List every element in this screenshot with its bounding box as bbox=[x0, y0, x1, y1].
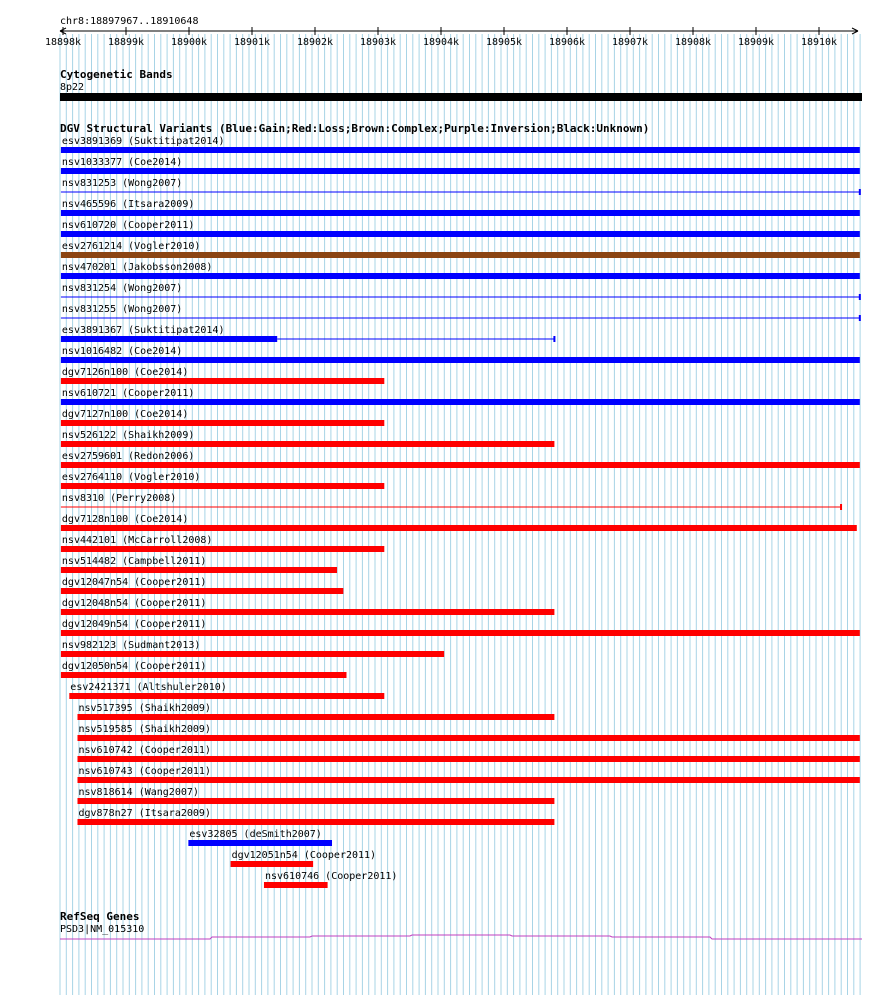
variant-feature[interactable] bbox=[61, 367, 384, 384]
variant-label: nsv610720 (Cooper2011) bbox=[61, 220, 195, 231]
ruler-tick-label: 18906k bbox=[548, 37, 586, 48]
variant-bar bbox=[264, 882, 328, 888]
variant-bar bbox=[77, 735, 859, 741]
variant-bar bbox=[61, 630, 860, 636]
variant-label: nsv1033377 (Coe2014) bbox=[61, 157, 183, 168]
variant-label: nsv465596 (Itsara2009) bbox=[61, 199, 195, 210]
ruler-tick-label: 18901k bbox=[233, 37, 271, 48]
variant-feature[interactable] bbox=[61, 556, 337, 573]
variant-bar bbox=[61, 567, 337, 573]
ruler-tick-label: 18902k bbox=[296, 37, 334, 48]
ruler-tick-label: 18903k bbox=[359, 37, 397, 48]
variant-feature[interactable] bbox=[61, 598, 554, 615]
variant-bar bbox=[61, 588, 343, 594]
variant-label: nsv818614 (Wang2007) bbox=[78, 787, 199, 798]
ruler-tick-label: 18910k bbox=[800, 37, 838, 48]
variant-feature[interactable] bbox=[188, 829, 332, 846]
variant-bar bbox=[61, 651, 444, 657]
variant-label: nsv442101 (McCarroll2008) bbox=[61, 535, 213, 546]
variant-bar bbox=[231, 861, 314, 867]
variant-bar bbox=[77, 777, 859, 783]
variant-feature[interactable] bbox=[61, 409, 384, 426]
variant-bar bbox=[61, 399, 860, 405]
gene-feature-psd3[interactable] bbox=[60, 935, 862, 939]
variant-bar bbox=[69, 693, 384, 699]
variant-label: nsv831254 (Wong2007) bbox=[61, 283, 183, 294]
variant-label: dgv12049n54 (Cooper2011) bbox=[61, 619, 207, 630]
ruler-tick-label: 18904k bbox=[422, 37, 460, 48]
variant-label: nsv8310 (Perry2008) bbox=[61, 493, 177, 504]
variant-bar bbox=[61, 273, 860, 279]
variant-bar bbox=[77, 819, 554, 825]
ruler-tick-label: 18908k bbox=[674, 37, 712, 48]
variant-label: dgv7128n100 (Coe2014) bbox=[61, 514, 189, 525]
variant-label: nsv519585 (Shaikh2009) bbox=[78, 724, 211, 735]
variant-bar bbox=[61, 168, 860, 174]
variant-feature[interactable] bbox=[231, 850, 377, 867]
variant-feature[interactable] bbox=[61, 577, 343, 594]
variant-label: dgv7126n100 (Coe2014) bbox=[61, 367, 189, 378]
variant-bar bbox=[61, 525, 857, 531]
variant-label: nsv610742 (Cooper2011) bbox=[78, 745, 211, 756]
variant-feature[interactable] bbox=[61, 325, 554, 342]
cytoband-track bbox=[60, 68, 862, 101]
variant-label: nsv982123 (Sudmant2013) bbox=[61, 640, 201, 651]
variant-bar bbox=[77, 756, 859, 762]
ruler-ticks bbox=[45, 27, 837, 48]
gene-label: PSD3|NM_015310 bbox=[60, 924, 145, 935]
variant-label: nsv831253 (Wong2007) bbox=[61, 178, 183, 189]
variant-label: nsv526122 (Shaikh2009) bbox=[61, 430, 195, 441]
variant-bar bbox=[61, 252, 860, 258]
variant-label: dgv12048n54 (Cooper2011) bbox=[61, 598, 207, 609]
variant-bar bbox=[61, 441, 554, 447]
gene-track-title: RefSeq Genes bbox=[60, 910, 140, 923]
ruler-tick-label: 18909k bbox=[737, 37, 775, 48]
variant-label: nsv610721 (Cooper2011) bbox=[61, 388, 195, 399]
variant-label: nsv514482 (Campbell2011) bbox=[61, 556, 207, 567]
variant-bar bbox=[61, 546, 384, 552]
variant-feature[interactable] bbox=[77, 766, 859, 783]
variant-label: esv3891369 (Suktitipat2014) bbox=[61, 136, 225, 147]
variant-bar bbox=[61, 210, 860, 216]
variant-feature[interactable] bbox=[61, 472, 384, 489]
gene-track bbox=[60, 910, 862, 939]
variant-feature[interactable] bbox=[77, 808, 554, 825]
variant-label: nsv610743 (Cooper2011) bbox=[78, 766, 211, 777]
variant-label: esv2764110 (Vogler2010) bbox=[61, 472, 201, 483]
variant-feature[interactable] bbox=[77, 703, 554, 720]
variant-bar bbox=[61, 357, 860, 363]
variant-bar bbox=[61, 147, 860, 153]
ruler-tick-label: 18899k bbox=[107, 37, 145, 48]
variant-feature[interactable] bbox=[61, 430, 554, 447]
variant-label: esv2421371 (Altshuler2010) bbox=[70, 682, 227, 693]
variant-bar bbox=[77, 798, 554, 804]
cytoband-bar[interactable] bbox=[60, 93, 862, 101]
cytoband-track-title: Cytogenetic Bands bbox=[60, 68, 173, 81]
variant-feature[interactable] bbox=[61, 535, 384, 552]
variant-bar bbox=[77, 714, 554, 720]
variant-bar bbox=[61, 462, 860, 468]
ruler-tick-label: 18905k bbox=[485, 37, 523, 48]
variant-bar bbox=[61, 336, 277, 342]
variant-label: esv2761214 (Vogler2010) bbox=[61, 241, 201, 252]
variant-bar bbox=[61, 672, 347, 678]
region-label: chr8:18897967..18910648 bbox=[60, 16, 199, 27]
variant-label: nsv470201 (Jakobsson2008) bbox=[61, 262, 213, 273]
variant-bar bbox=[61, 420, 384, 426]
variant-label: esv32805 (deSmith2007) bbox=[189, 829, 322, 840]
variant-label: nsv831255 (Wong2007) bbox=[61, 304, 183, 315]
variant-label: dgv12047n54 (Cooper2011) bbox=[61, 577, 207, 588]
variant-feature[interactable] bbox=[61, 514, 857, 531]
cytoband-label: 8p22 bbox=[60, 82, 85, 93]
variant-feature[interactable] bbox=[61, 640, 444, 657]
variant-label: nsv517395 (Shaikh2009) bbox=[78, 703, 211, 714]
dgv-track-title: DGV Structural Variants (Blue:Gain;Red:Loss;Brown:Complex;Purple:Inversion;Black:Unknown) bbox=[60, 122, 650, 135]
variant-feature[interactable] bbox=[77, 787, 554, 804]
variant-label: nsv1016482 (Coe2014) bbox=[61, 346, 183, 357]
ruler-tick-label: 18898k bbox=[44, 37, 82, 48]
variant-feature[interactable] bbox=[77, 724, 859, 741]
variant-bar bbox=[61, 483, 384, 489]
variant-bar bbox=[61, 378, 384, 384]
variant-label: dgv12050n54 (Cooper2011) bbox=[61, 661, 207, 672]
variant-label: nsv610746 (Cooper2011) bbox=[264, 871, 398, 882]
variant-label: esv3891367 (Suktitipat2014) bbox=[61, 325, 225, 336]
variant-label: dgv7127n100 (Coe2014) bbox=[61, 409, 189, 420]
variant-feature[interactable] bbox=[61, 661, 347, 678]
ruler-tick-label: 18907k bbox=[611, 37, 649, 48]
variant-bar bbox=[188, 840, 332, 846]
variant-bar bbox=[61, 231, 860, 237]
variant-label: dgv878n27 (Itsara2009) bbox=[78, 808, 211, 819]
variant-label: esv2759601 (Redon2006) bbox=[61, 451, 195, 462]
variant-feature[interactable] bbox=[77, 745, 859, 762]
variant-label: dgv12051n54 (Cooper2011) bbox=[231, 850, 377, 861]
variant-bar bbox=[61, 609, 554, 615]
ruler-tick-label: 18900k bbox=[170, 37, 208, 48]
